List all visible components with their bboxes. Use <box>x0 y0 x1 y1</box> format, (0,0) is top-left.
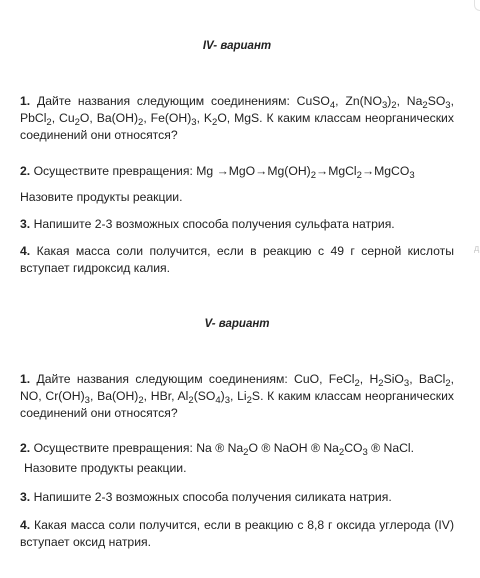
chemical-formula: $Fe(OH)_3$ <box>150 111 197 129</box>
chemical-formula: ® <box>371 441 381 455</box>
chemical-formula: $Zn(NO_3)_2$ <box>345 94 397 111</box>
formula-list: CuSO$_4$, $Zn(NO_3)_2$, $Na_2SO_3$, PbCl$_2$, $Cu_2O$, $Ba(OH)_2$, $Fe(OH)_3$, $K_2O$, MgS <box>20 94 454 129</box>
formula-list: CuO, FeCl$_2$, $H_2SiO_3$, BaCl$_2$, NO, $Cr(OH)_3$, $Ba(OH)_2$, HBr, $Al_2(SO_4)_3$, $Li_2S$ <box>20 372 455 407</box>
chemical-formula: MgCO$_3$ <box>374 164 415 181</box>
chemical-formula: NaOH <box>270 441 311 455</box>
chemical-formula: PbCl$_2$ <box>20 111 52 129</box>
variant-4-task-3 <box>20 216 454 233</box>
chemical-formula: → <box>361 164 375 178</box>
chemical-formula: Na <box>196 441 216 455</box>
chemical-formula: $Li_2S$ <box>237 389 261 407</box>
chemical-formula: MgO <box>228 164 256 178</box>
chemical-formula: MgCl$_2$ <box>328 164 362 181</box>
chemical-formula: BaCl$_2$ <box>418 372 451 389</box>
task-text: Дайте названия следующим соединениям: <box>36 372 295 386</box>
variant-4-task-4 <box>20 243 454 277</box>
chemical-formula: → <box>316 164 329 178</box>
chemical-formula: $Na_2SO_3$ <box>406 94 451 111</box>
task-text: Какая масса соли получится, если в реакцию с 8,8 г оксида углерода (IV) вступает оксид натрия. <box>20 518 454 550</box>
task-text: . К каким классам неорганических соединений они относятся? <box>20 389 455 421</box>
chemical-formula: $Ba(OH)_2$ <box>97 389 144 407</box>
chemical-formula: → <box>216 164 229 178</box>
task-number: 3. <box>20 217 31 231</box>
task-text: Напишите 2-3 возможных способа получения силиката натрия. <box>33 490 392 504</box>
chemical-formula: CuSO$_4$ <box>296 94 336 111</box>
task-text: Дайте названия следующим соединениям: <box>37 94 297 108</box>
task-text: Осуществите превращения: <box>33 164 197 178</box>
chemical-formula: $Al_2(SO_4)_3$ <box>177 389 231 407</box>
variant-5-task-2 <box>20 440 456 457</box>
chemical-formula: ® <box>261 441 271 455</box>
variant-4-title: IV- вариант <box>202 40 272 52</box>
task-text: Напишите 2-3 возможных способа получения сульфата натрия. <box>33 217 395 231</box>
task-number: 2. <box>20 441 31 455</box>
chemical-formula: ® <box>215 441 225 455</box>
task-number: 1. <box>20 372 31 386</box>
chemical-formula: → <box>255 164 268 178</box>
chemical-formula: Mg <box>196 164 217 178</box>
variant-5-task-3 <box>20 489 454 506</box>
page-edge-frame <box>474 0 480 11</box>
chemical-formula: $Na_2CO_3$ <box>319 441 368 458</box>
task-number: 4. <box>20 244 31 258</box>
variant-4-task-1 <box>20 93 454 145</box>
chemical-formula: HBr <box>150 389 172 404</box>
chemical-formula: $Na_2O$ <box>224 441 262 458</box>
task-number: 2. <box>20 164 31 178</box>
task-text: . К каким классам неорганических соединений они относятся? <box>20 111 454 143</box>
variant-5-task-2-note: Назовите продукты реакции. <box>24 461 187 475</box>
edge-fragment-text: д <box>474 243 480 253</box>
chemical-formula: FeCl$_2$ <box>328 372 360 389</box>
variant-4-task-2 <box>20 163 454 180</box>
task-number: 4. <box>20 518 31 532</box>
task-number: 3. <box>20 490 31 504</box>
chemical-formula: $Ba(OH)_2$ <box>96 111 144 129</box>
chemical-formula: $H_2SiO_3$ <box>369 372 410 389</box>
chemical-formula: MgS <box>234 111 260 126</box>
chemical-formula: NaCl. <box>380 441 415 455</box>
chemical-formula: ® <box>310 441 320 455</box>
task-number: 1. <box>20 94 31 108</box>
chemical-formula: NO <box>20 389 39 404</box>
task-text: Какая масса соли получится, если в реакцию с 49 г серной кислоты вступает гидроксид калия. <box>20 244 455 276</box>
chemical-formula: $Cu_2O$ <box>59 111 90 129</box>
variant-4-task-2-note: Назовите продукты реакции. <box>20 190 183 204</box>
chemical-formula: $Cr(OH)_3$ <box>45 389 90 407</box>
chemical-formula: $Mg(OH)_2$ <box>267 164 316 181</box>
task-text: Осуществите превращения: <box>33 441 197 455</box>
variant-5-task-1 <box>20 371 454 423</box>
variant-5-task-4 <box>20 517 454 551</box>
transformation-chain <box>196 441 415 458</box>
transformation-chain <box>196 164 415 181</box>
chemical-formula: CuO <box>294 372 320 386</box>
chemical-formula: $K_2O$ <box>203 111 227 129</box>
variant-5-title: V- вариант <box>204 318 270 330</box>
